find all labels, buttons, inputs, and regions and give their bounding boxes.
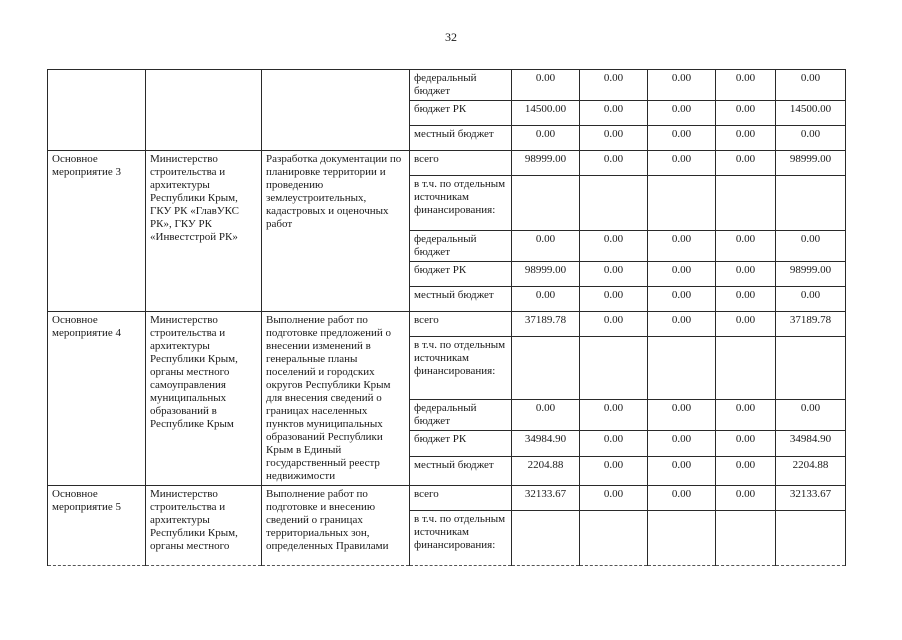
value-cell: 0.00	[648, 151, 716, 176]
value-cell: 0.00	[648, 456, 716, 485]
source-label: всего	[410, 486, 512, 511]
value-cell	[648, 176, 716, 231]
measure-name-cell: Основное мероприятие 3	[48, 151, 146, 312]
source-label: бюджет РК	[410, 262, 512, 287]
source-label: всего	[410, 312, 512, 337]
executor-cell: Министерство строительства и архитектуры Республики Крым, ГКУ РК «ГлавУКС РК», ГКУ РК «Инвестстрой РК»	[146, 151, 262, 312]
value-cell: 2204.88	[512, 456, 580, 485]
value-cell: 98999.00	[776, 151, 846, 176]
value-cell: 0.00	[716, 231, 776, 262]
value-cell	[512, 511, 580, 566]
measure-name-cell: Основное мероприятие 4	[48, 312, 146, 486]
description-cell: Выполнение работ по подготовке и внесению сведений о границах территориальных зон, определенных Правилами	[262, 486, 410, 566]
source-label: бюджет РК	[410, 431, 512, 456]
table-row	[48, 70, 846, 101]
value-cell: 0.00	[648, 70, 716, 101]
value-cell: 0.00	[648, 262, 716, 287]
table-row	[48, 486, 846, 511]
value-cell: 0.00	[776, 70, 846, 101]
value-cell: 0.00	[716, 400, 776, 431]
value-cell: 0.00	[580, 231, 648, 262]
value-cell	[776, 511, 846, 566]
value-cell	[776, 176, 846, 231]
value-cell: 0.00	[580, 312, 648, 337]
value-cell: 0.00	[648, 431, 716, 456]
description-cell	[262, 70, 410, 151]
value-cell: 34984.90	[776, 431, 846, 456]
value-cell	[716, 337, 776, 400]
executor-cell: Министерство строительства и архитектуры Республики Крым, органы местного самоуправления муниципальных образований в Республике Крым	[146, 312, 262, 486]
source-label: местный бюджет	[410, 456, 512, 485]
value-cell: 0.00	[716, 126, 776, 151]
value-cell	[580, 511, 648, 566]
budget-table	[47, 69, 846, 566]
value-cell: 0.00	[580, 431, 648, 456]
value-cell: 98999.00	[512, 151, 580, 176]
value-cell	[776, 337, 846, 400]
value-cell: 0.00	[580, 400, 648, 431]
description-cell: Выполнение работ по подготовке предложений о внесении изменений в генеральные планы поселений и городских округов Республики Крым для внесения сведений о границах населенных пунктов муниципальных образований Республики Крым в Единый государственный реестр недвижимости	[262, 312, 410, 486]
value-cell	[716, 511, 776, 566]
value-cell: 0.00	[716, 456, 776, 485]
table-row	[48, 151, 846, 176]
measure-name-cell	[48, 70, 146, 151]
value-cell	[512, 176, 580, 231]
source-label: всего	[410, 151, 512, 176]
value-cell: 0.00	[776, 400, 846, 431]
value-cell: 2204.88	[776, 456, 846, 485]
value-cell: 98999.00	[776, 262, 846, 287]
value-cell: 0.00	[776, 126, 846, 151]
value-cell: 0.00	[716, 101, 776, 126]
value-cell	[648, 511, 716, 566]
value-cell: 0.00	[512, 287, 580, 312]
value-cell	[580, 176, 648, 231]
value-cell: 14500.00	[776, 101, 846, 126]
measure-name-cell: Основное мероприятие 5	[48, 486, 146, 566]
value-cell: 0.00	[580, 126, 648, 151]
value-cell: 34984.90	[512, 431, 580, 456]
source-label: в т.ч. по отдельным источникам финансирования:	[410, 176, 512, 231]
value-cell: 0.00	[512, 231, 580, 262]
source-label: местный бюджет	[410, 287, 512, 312]
value-cell: 0.00	[580, 262, 648, 287]
value-cell: 0.00	[716, 262, 776, 287]
value-cell: 0.00	[716, 151, 776, 176]
value-cell: 0.00	[648, 287, 716, 312]
value-cell: 0.00	[648, 231, 716, 262]
value-cell: 32133.67	[512, 486, 580, 511]
value-cell: 0.00	[716, 312, 776, 337]
value-cell: 0.00	[776, 287, 846, 312]
source-label: бюджет РК	[410, 101, 512, 126]
value-cell: 37189.78	[512, 312, 580, 337]
value-cell: 14500.00	[512, 101, 580, 126]
value-cell: 0.00	[512, 126, 580, 151]
value-cell: 0.00	[648, 101, 716, 126]
value-cell: 0.00	[716, 431, 776, 456]
source-label: местный бюджет	[410, 126, 512, 151]
value-cell	[512, 337, 580, 400]
source-label: федеральный бюджет	[410, 70, 512, 101]
value-cell: 0.00	[648, 400, 716, 431]
value-cell	[716, 176, 776, 231]
value-cell: 0.00	[580, 101, 648, 126]
value-cell: 0.00	[716, 70, 776, 101]
value-cell: 37189.78	[776, 312, 846, 337]
page-number: 32	[445, 30, 457, 44]
value-cell: 0.00	[512, 70, 580, 101]
value-cell: 0.00	[580, 287, 648, 312]
value-cell: 0.00	[512, 400, 580, 431]
value-cell	[580, 337, 648, 400]
value-cell: 0.00	[580, 486, 648, 511]
source-label: федеральный бюджет	[410, 400, 512, 431]
description-cell: Разработка документации по планировке территории и проведению землеустроительных, кадастровых и оценочных работ	[262, 151, 410, 312]
value-cell: 0.00	[716, 486, 776, 511]
source-label: федеральный бюджет	[410, 231, 512, 262]
value-cell: 32133.67	[776, 486, 846, 511]
table-row	[48, 312, 846, 337]
value-cell: 0.00	[648, 312, 716, 337]
value-cell: 0.00	[580, 456, 648, 485]
value-cell: 98999.00	[512, 262, 580, 287]
value-cell: 0.00	[580, 151, 648, 176]
value-cell	[648, 337, 716, 400]
executor-cell: Министерство строительства и архитектуры Республики Крым, органы местного	[146, 486, 262, 566]
value-cell: 0.00	[580, 70, 648, 101]
value-cell: 0.00	[716, 287, 776, 312]
value-cell: 0.00	[776, 231, 846, 262]
source-label: в т.ч. по отдельным источникам финансирования:	[410, 337, 512, 400]
source-label: в т.ч. по отдельным источникам финансирования:	[410, 511, 512, 566]
value-cell: 0.00	[648, 126, 716, 151]
value-cell: 0.00	[648, 486, 716, 511]
executor-cell	[146, 70, 262, 151]
